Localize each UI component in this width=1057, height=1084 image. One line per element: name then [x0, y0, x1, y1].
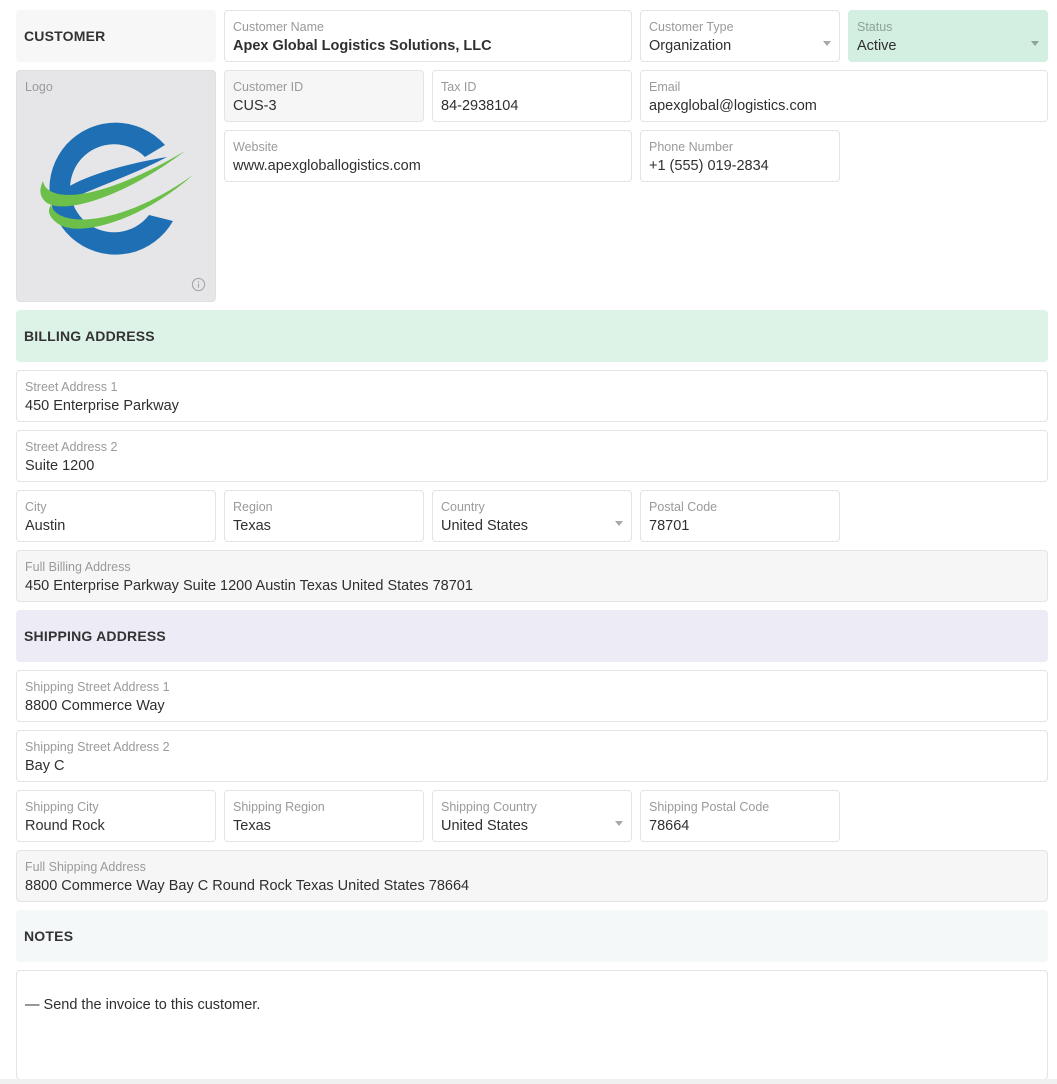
- customer-type-select[interactable]: [640, 10, 840, 62]
- email-value: apexglobal@logistics.com: [649, 98, 817, 114]
- customer-type-value: Organization: [649, 38, 732, 54]
- shipping-country-select[interactable]: [432, 790, 632, 842]
- customer-name-value: Apex Global Logistics Solutions, LLC: [233, 38, 492, 54]
- shipping-city-label: Shipping City: [25, 800, 99, 814]
- billing-postal-field[interactable]: [640, 490, 840, 542]
- shipping-street2-value: Bay C: [25, 758, 65, 774]
- billing-full-address-field: [16, 550, 1048, 602]
- customer-name-field[interactable]: [224, 10, 632, 62]
- customer-id-label: Customer ID: [233, 80, 304, 94]
- billing-postal-label: Postal Code: [649, 500, 718, 514]
- bottom-scroll-edge: [0, 1079, 1057, 1084]
- chevron-down-icon: [615, 521, 623, 526]
- status-label: Status: [857, 20, 893, 34]
- shipping-postal-field[interactable]: [640, 790, 840, 842]
- billing-street1-field[interactable]: [16, 370, 1048, 422]
- shipping-full-address-label: Full Shipping Address: [25, 860, 146, 874]
- billing-region-value: Texas: [233, 518, 271, 534]
- customer-section-header: [16, 10, 216, 62]
- website-label: Website: [233, 140, 278, 154]
- shipping-country-value: United States: [441, 818, 529, 834]
- shipping-postal-label: Shipping Postal Code: [649, 800, 770, 814]
- shipping-street1-field[interactable]: [16, 670, 1048, 722]
- notes-textarea[interactable]: [16, 970, 1048, 1080]
- billing-city-value: Austin: [25, 518, 66, 534]
- notes-value: — Send the invoice to this customer.: [25, 997, 261, 1013]
- billing-country-select[interactable]: [432, 490, 632, 542]
- notes-section-header: [16, 910, 1048, 962]
- billing-street1-label: Street Address 1: [25, 380, 118, 394]
- shipping-city-field[interactable]: [16, 790, 216, 842]
- billing-full-address-value: 450 Enterprise Parkway Suite 1200 Austin Texas United States 78701: [25, 578, 473, 594]
- phone-label: Phone Number: [649, 140, 734, 154]
- email-label: Email: [649, 80, 681, 94]
- status-select[interactable]: [848, 10, 1048, 62]
- shipping-region-value: Texas: [233, 818, 271, 834]
- company-logo: [37, 117, 197, 257]
- billing-street2-field[interactable]: [16, 430, 1048, 482]
- notes-section-title: NOTES: [24, 928, 74, 944]
- customer-type-label: Customer Type: [649, 20, 734, 34]
- shipping-street2-label: Shipping Street Address 2: [25, 740, 170, 754]
- shipping-region-field[interactable]: [224, 790, 424, 842]
- info-icon[interactable]: [191, 277, 206, 292]
- billing-city-field[interactable]: [16, 490, 216, 542]
- tax-id-value: 84-2938104: [441, 98, 519, 114]
- shipping-full-address-value: 8800 Commerce Way Bay C Round Rock Texas United States 78664: [25, 878, 470, 894]
- chevron-down-icon: [823, 41, 831, 46]
- billing-city-label: City: [25, 500, 47, 514]
- shipping-section-header: [16, 610, 1048, 662]
- billing-country-label: Country: [441, 500, 485, 514]
- shipping-street2-field[interactable]: [16, 730, 1048, 782]
- billing-postal-value: 78701: [649, 518, 690, 534]
- chevron-down-icon: [615, 821, 623, 826]
- status-value: Active: [857, 38, 897, 54]
- billing-street2-value: Suite 1200: [25, 458, 95, 474]
- email-field[interactable]: [640, 70, 1048, 122]
- website-value: www.apexgloballogistics.com: [233, 158, 421, 174]
- shipping-country-label: Shipping Country: [441, 800, 537, 814]
- shipping-city-value: Round Rock: [25, 818, 105, 834]
- shipping-section-title: SHIPPING ADDRESS: [24, 628, 166, 644]
- tax-id-label: Tax ID: [441, 80, 477, 94]
- billing-region-label: Region: [233, 500, 273, 514]
- customer-name-label: Customer Name: [233, 20, 324, 34]
- customer-id-value: CUS-3: [233, 98, 277, 114]
- shipping-full-address-field: [16, 850, 1048, 902]
- billing-section-header: [16, 310, 1048, 362]
- logo-upload[interactable]: [16, 70, 216, 302]
- billing-street1-value: 450 Enterprise Parkway: [25, 398, 179, 414]
- billing-full-address-label: Full Billing Address: [25, 560, 131, 574]
- shipping-street1-value: 8800 Commerce Way: [25, 698, 165, 714]
- shipping-street1-label: Shipping Street Address 1: [25, 680, 170, 694]
- billing-section-title: BILLING ADDRESS: [24, 328, 155, 344]
- phone-value: +1 (555) 019-2834: [649, 158, 769, 174]
- billing-region-field[interactable]: [224, 490, 424, 542]
- phone-field[interactable]: [640, 130, 840, 182]
- website-field[interactable]: [224, 130, 632, 182]
- shipping-postal-value: 78664: [649, 818, 690, 834]
- customer-section-title: CUSTOMER: [24, 28, 106, 44]
- shipping-region-label: Shipping Region: [233, 800, 325, 814]
- tax-id-field[interactable]: [432, 70, 632, 122]
- logo-label: Logo: [25, 80, 53, 94]
- chevron-down-icon: [1031, 41, 1039, 46]
- billing-country-value: United States: [441, 518, 529, 534]
- customer-id-field: [224, 70, 424, 122]
- billing-street2-label: Street Address 2: [25, 440, 118, 454]
